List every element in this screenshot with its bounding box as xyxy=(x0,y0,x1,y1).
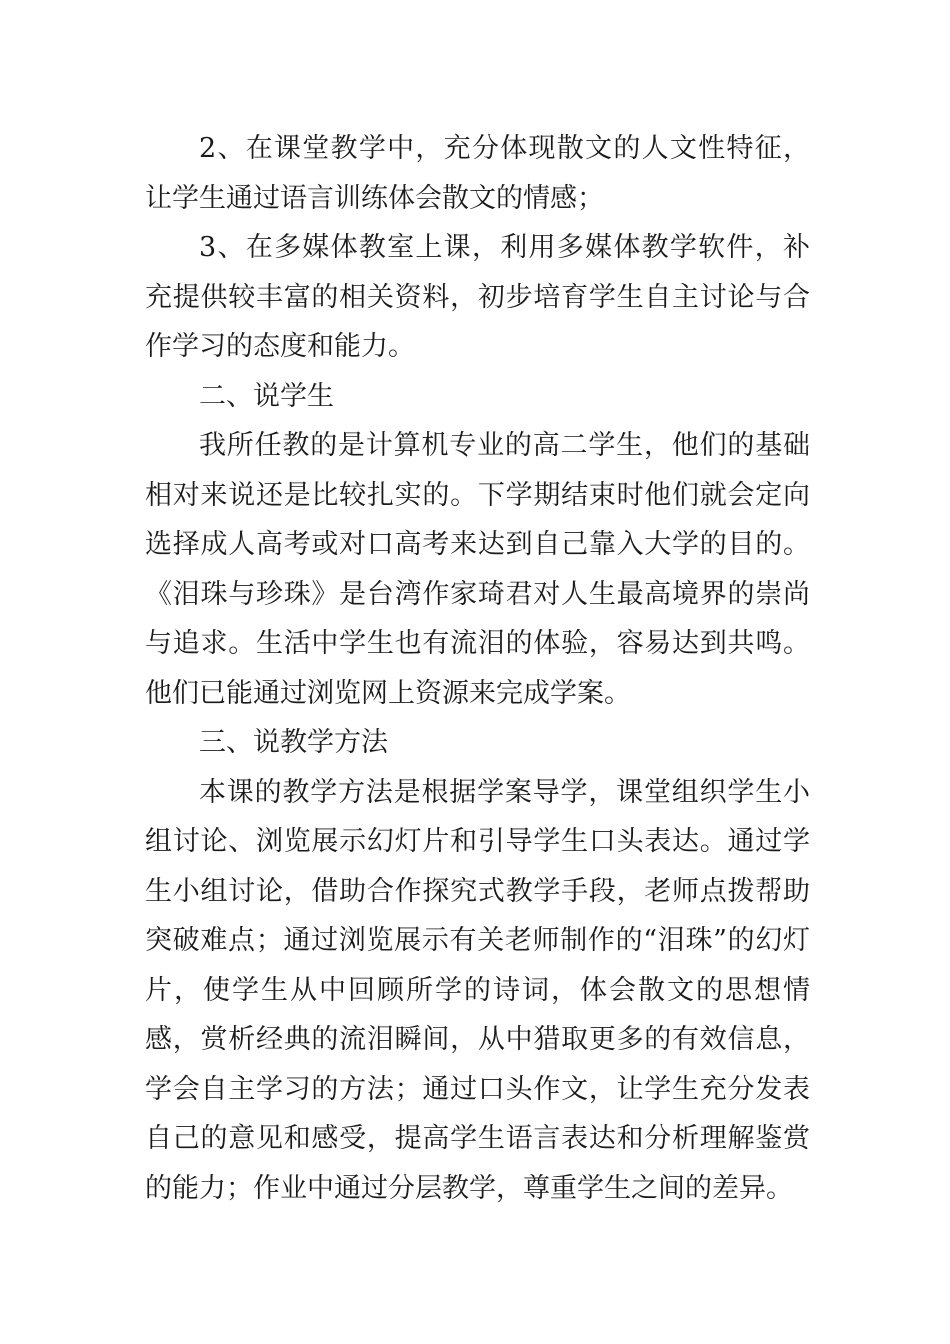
paragraph-goal-2: 2、在课堂教学中，充分体现散文的人文性特征，让学生通过语言训练体会散文的情感； xyxy=(145,133,810,214)
section-heading-students: 二、说学生 xyxy=(199,380,334,412)
section-heading-methods: 三、说教学方法 xyxy=(199,727,388,758)
document-body xyxy=(145,124,810,1213)
paragraph-methods: 本课的教学方法是根据学案导学，课堂组织学生小组讨论、浏览展示幻灯片和引导学生口头表达。通过学生小组讨论，借助合作探究式教学手段，老师点拨帮助突破难点；通过浏览展示有关老师制作的“泪珠”的幻灯片，使学生从中回顾所学的诗词，体会散文的思想情感，赏析经典的流泪瞬间，从中猎取更多的有效信息，学会自主学习的方法；通过口头作文，让学生充分发表自己的意见和感受，提高学生语言表达和分析理解鉴赏的能力；作业中通过分层教学，尊重学生之间的差异。 xyxy=(145,776,810,1204)
paragraph-goal-3: 3、在多媒体教室上课，利用多媒体教学软件，补充提供较丰富的相关资料，初步培育学生自主讨论与合作学习的态度和能力。 xyxy=(145,232,810,362)
paragraph-students: 我所任教的是计算机专业的高二学生，他们的基础相对来说还是比较扎实的。下学期结束时他们就会定向选择成人高考或对口高考来达到自己靠入大学的目的。《泪珠与珍珠》是台湾作家琦君对人生最高境界的崇尚与追求。生活中学生也有流泪的体验，容易达到共鸣。他们已能通过浏览网上资源来完成学案。 xyxy=(145,430,810,709)
